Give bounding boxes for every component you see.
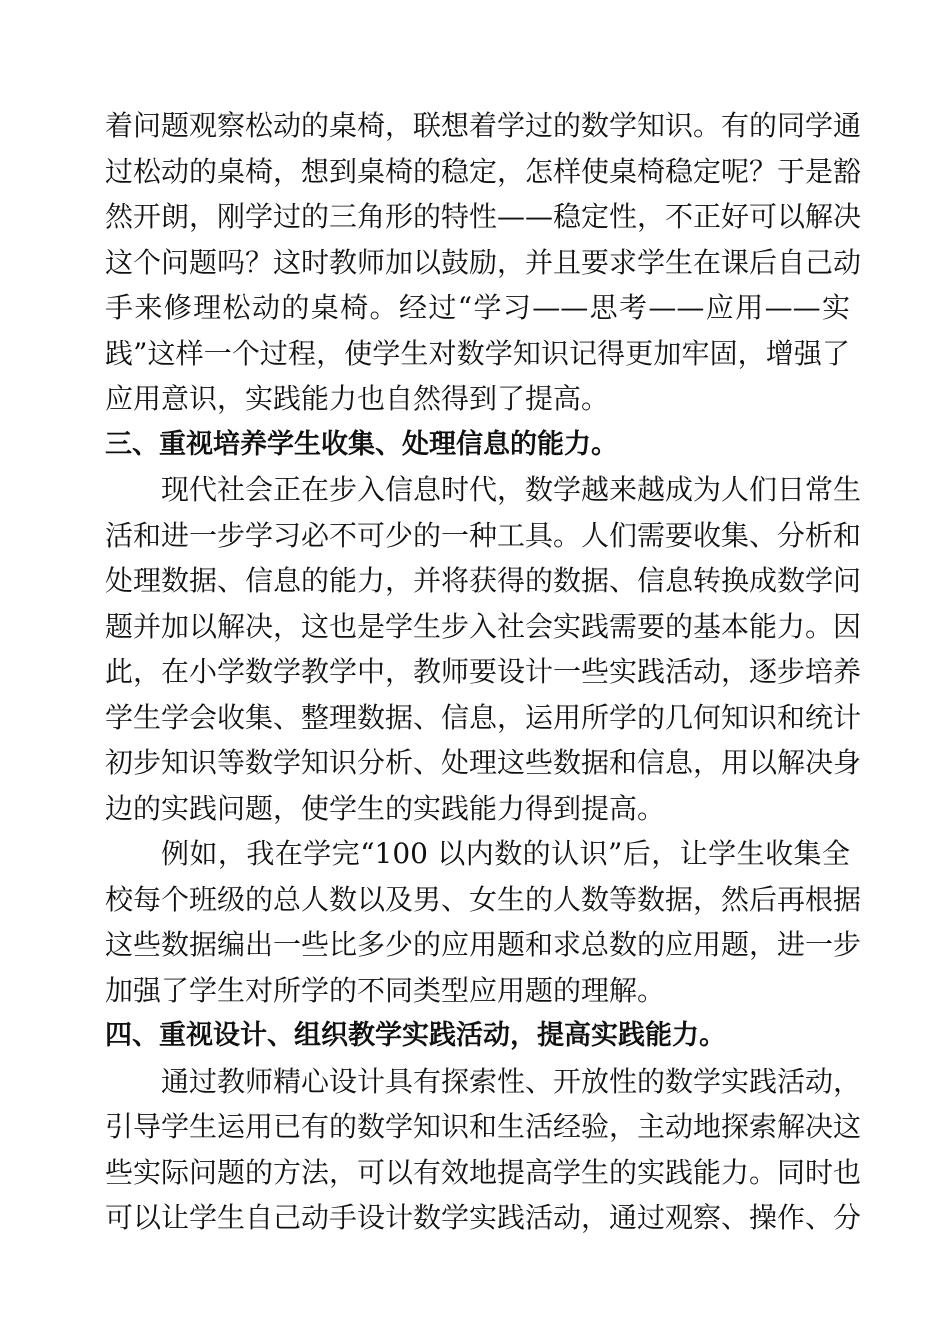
text-line: 例如，我在学完“100 以内数的认识”后，让学生收集全 bbox=[161, 837, 850, 870]
text-line: 过松动的桌椅，想到桌椅的稳定，怎样使桌椅稳定呢？于是豁 bbox=[105, 154, 862, 188]
text-line: 手来修理松动的桌椅。经过“学习——思考——应用——实 bbox=[105, 291, 850, 324]
paragraph-continued bbox=[105, 103, 862, 422]
paragraph-information-age bbox=[105, 467, 862, 831]
text-line: 初步知识等数学知识分析、处理这些数据和信息，用以解决身 bbox=[105, 746, 862, 779]
text-line: 现代社会正在步入信息时代，数学越来越成为人们日常生 bbox=[161, 473, 862, 506]
text-line: 处理数据、信息的能力，并将获得的数据、信息转换成数学问 bbox=[105, 564, 862, 597]
text-line: 边的实践问题，使学生的实践能力得到提高。 bbox=[105, 791, 666, 825]
text-line: 这些数据编出一些比多少的应用题和求总数的应用题，进一步 bbox=[105, 928, 862, 961]
text-line: 学生学会收集、整理数据、信息，运用所学的几何知识和统计 bbox=[105, 700, 862, 734]
text-line: 引导学生运用已有的数学知识和生活经验，主动地探索解决这 bbox=[105, 1110, 862, 1143]
text-line: 些实际问题的方法，可以有效地提高学生的实践能力。同时也 bbox=[105, 1155, 862, 1189]
text-line: 可以让学生自己动手设计数学实践活动，通过观察、操作、分 bbox=[105, 1201, 862, 1234]
paragraph-practice-activities bbox=[105, 1059, 862, 1241]
text-line: 此，在小学数学教学中，教师要设计一些实践活动，逐步培养 bbox=[105, 655, 862, 688]
paragraph-example bbox=[105, 831, 862, 1013]
text-line: 题并加以解决，这也是学生步入社会实践需要的基本能力。因 bbox=[105, 609, 862, 643]
text-line: 然开朗，刚学过的三角形的特性——稳定性，不正好可以解决 bbox=[105, 200, 862, 233]
text-line: 活和进一步学习必不可少的一种工具。人们需要收集、分析和 bbox=[105, 518, 862, 552]
text-line: 这个问题吗？这时教师加以鼓励，并且要求学生在课后自己动 bbox=[105, 245, 862, 279]
document-body bbox=[105, 103, 862, 1241]
text-line: 应用意识，实践能力也自然得到了提高。 bbox=[105, 382, 610, 415]
section-heading-4: 四、重视设计、组织教学实践活动，提高实践能力。 bbox=[105, 1020, 726, 1051]
text-line: 着问题观察松动的桌椅，联想着学过的数学知识。有的同学通 bbox=[105, 109, 862, 142]
text-line: 加强了学生对所学的不同类型应用题的理解。 bbox=[105, 973, 666, 1007]
text-line: 通过教师精心设计具有探索性、开放性的数学实践活动， bbox=[161, 1064, 862, 1098]
text-line: 践”这样一个过程，使学生对数学知识记得更加牢固，增强了 bbox=[105, 336, 850, 370]
section-heading-3: 三、重视培养学生收集、处理信息的能力。 bbox=[105, 428, 618, 460]
text-line: 校每个班级的总人数以及男、女生的人数等数据，然后再根据 bbox=[105, 882, 862, 916]
